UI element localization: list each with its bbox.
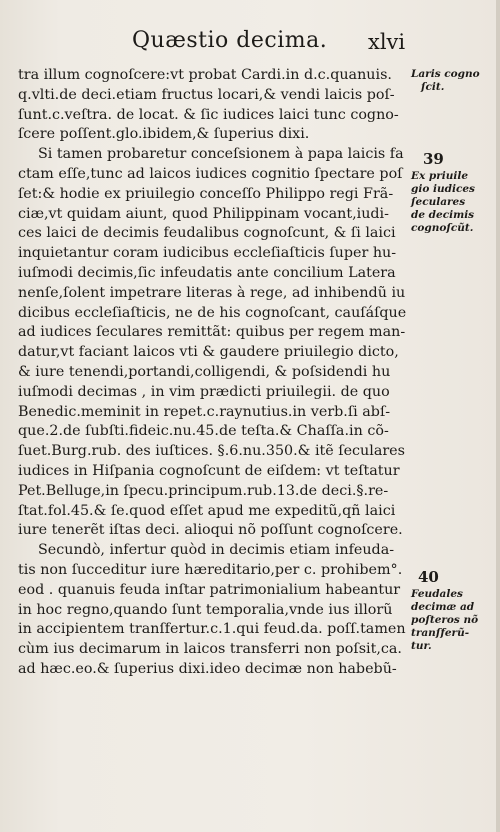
margin-note-line: de decimis [411, 209, 475, 221]
margin-note-line: Ex priuile [411, 170, 469, 182]
text-line: iure tenerẽt iſtas deci. alioqui nõ poſſunt cognoſcere. [18, 522, 403, 539]
text-line: in accipientem tranſfertur.c.1.qui feud.da. poſſ.tamen [18, 621, 406, 638]
margin-note-line: ſcit. [421, 81, 445, 93]
margin-note-line: decimæ ad [411, 601, 475, 613]
text-line: ſet:& hodie ex priuilegio conceſſo Philippo regi Frã- [18, 185, 394, 202]
running-title: Quæstio decima. [132, 28, 328, 53]
margin-note-line: ſeculares [411, 196, 466, 208]
text-line: que.2.de ſubſti.fideic.nu.45.de teſta.& Chaſſa.in cõ- [18, 423, 389, 440]
margin-note-line: poſteros nõ [411, 614, 479, 626]
text-line: ſunt.c.veſtra. de locat. & ſic iudices laici tunc cogno- [18, 106, 399, 123]
text-line: dicibus eccleſiaſticis, ne de his cognoſcant, cauſáſque [18, 304, 407, 321]
text-line: iudices in Hiſpania cognoſcunt de eiſdem: vt teſtatur [18, 462, 400, 479]
text-line: cùm ius decimarum in laicos transferri non poſsit,ca. [18, 641, 402, 658]
text-line: ctam eſſe,tunc ad laicos iudices cognitio ſpectare poſ [18, 165, 403, 182]
text-line: Benedic.meminit in repet.c.raynutius.in verb.ſi abſ- [18, 403, 391, 420]
text-line: ad iudices ſeculares remittãt: quibus per regem man- [18, 324, 406, 341]
margin-note-line: cognoſcũt. [411, 222, 474, 234]
margin-note-line: gio iudices [411, 183, 475, 195]
text-line: eod . quanuis feuda inſtar patrimonialium habeantur [18, 581, 401, 598]
text-line: tis non ſucceditur iure hæreditario,per c. prohibem°. [18, 561, 403, 578]
text-line: q.vlti.de deci.etiam fructus locari,& vendi laicis poſ- [18, 86, 395, 103]
text-line: nenſe,ſolent impetrare literas à rege, ad inhibendũ iu [18, 284, 406, 301]
margin-note-line: tur. [411, 640, 432, 652]
margin-note-line: Feudales [411, 588, 463, 600]
section-number-40: 40 [418, 568, 439, 586]
text-line: & iure tenendi,portandi,colligendi, & poſsidendi hu [18, 363, 391, 380]
text-line: ſtat.fol.45.& ſe.quod eſſet apud me expeditũ,qñ laici [18, 502, 396, 519]
text-line: tra illum cognoſcere:vt probat Cardi.in d.c.quanuis. [18, 67, 392, 83]
text-line: Si tamen probaretur conceſsionem à papa laicis fa [38, 146, 404, 163]
text-line: iuſmodi decimis,ſic infeudatis ante concilium Latera [18, 264, 396, 281]
text-line: ſcere poſſent.glo.ibidem,& ſuperius dixi. [18, 126, 310, 143]
text-line: inquietantur coram iudicibus eccleſiaſticis ſuper hu- [18, 245, 397, 262]
text-line: Pet.Belluge,in ſpecu.principum.rub.13.de deci.§.re- [18, 482, 389, 499]
margin-note-1 [411, 68, 499, 94]
section-number-39: 39 [423, 150, 444, 168]
text-line: ad hæc.eo.& ſuperius dixi.ideo decimæ non habebũ- [18, 660, 397, 677]
text-line: ciæ,vt quidam aiunt, quod Philippinam vocant,iudi- [18, 205, 389, 222]
page-edge-shadow [496, 0, 500, 832]
margin-note-line: tranſferũ- [411, 627, 470, 639]
margin-note-2 [411, 170, 499, 235]
text-line: in hoc regno,quando ſunt temporalia,vnde ius illorũ [18, 601, 393, 618]
margin-note-line: Laris cogno [411, 68, 480, 80]
text-line: datur,vt faciant laicos vti & gaudere priuilegio dicto, [18, 344, 399, 361]
folio-number: xlvi [368, 30, 406, 54]
text-line: ces laici de decimis feudalibus cognoſcunt, & ſi laici [18, 225, 396, 242]
text-line: Secundò, infertur quòd in decimis etiam infeuda- [38, 542, 395, 559]
margin-note-3 [411, 588, 499, 653]
text-line: iuſmodi decimas , in vim prædicti priuilegii. de quo [18, 383, 390, 400]
text-line: ſuet.Burg.rub. des iuſtices. §.6.nu.350.& itẽ ſeculares [18, 443, 405, 460]
main-text-block [18, 66, 413, 680]
